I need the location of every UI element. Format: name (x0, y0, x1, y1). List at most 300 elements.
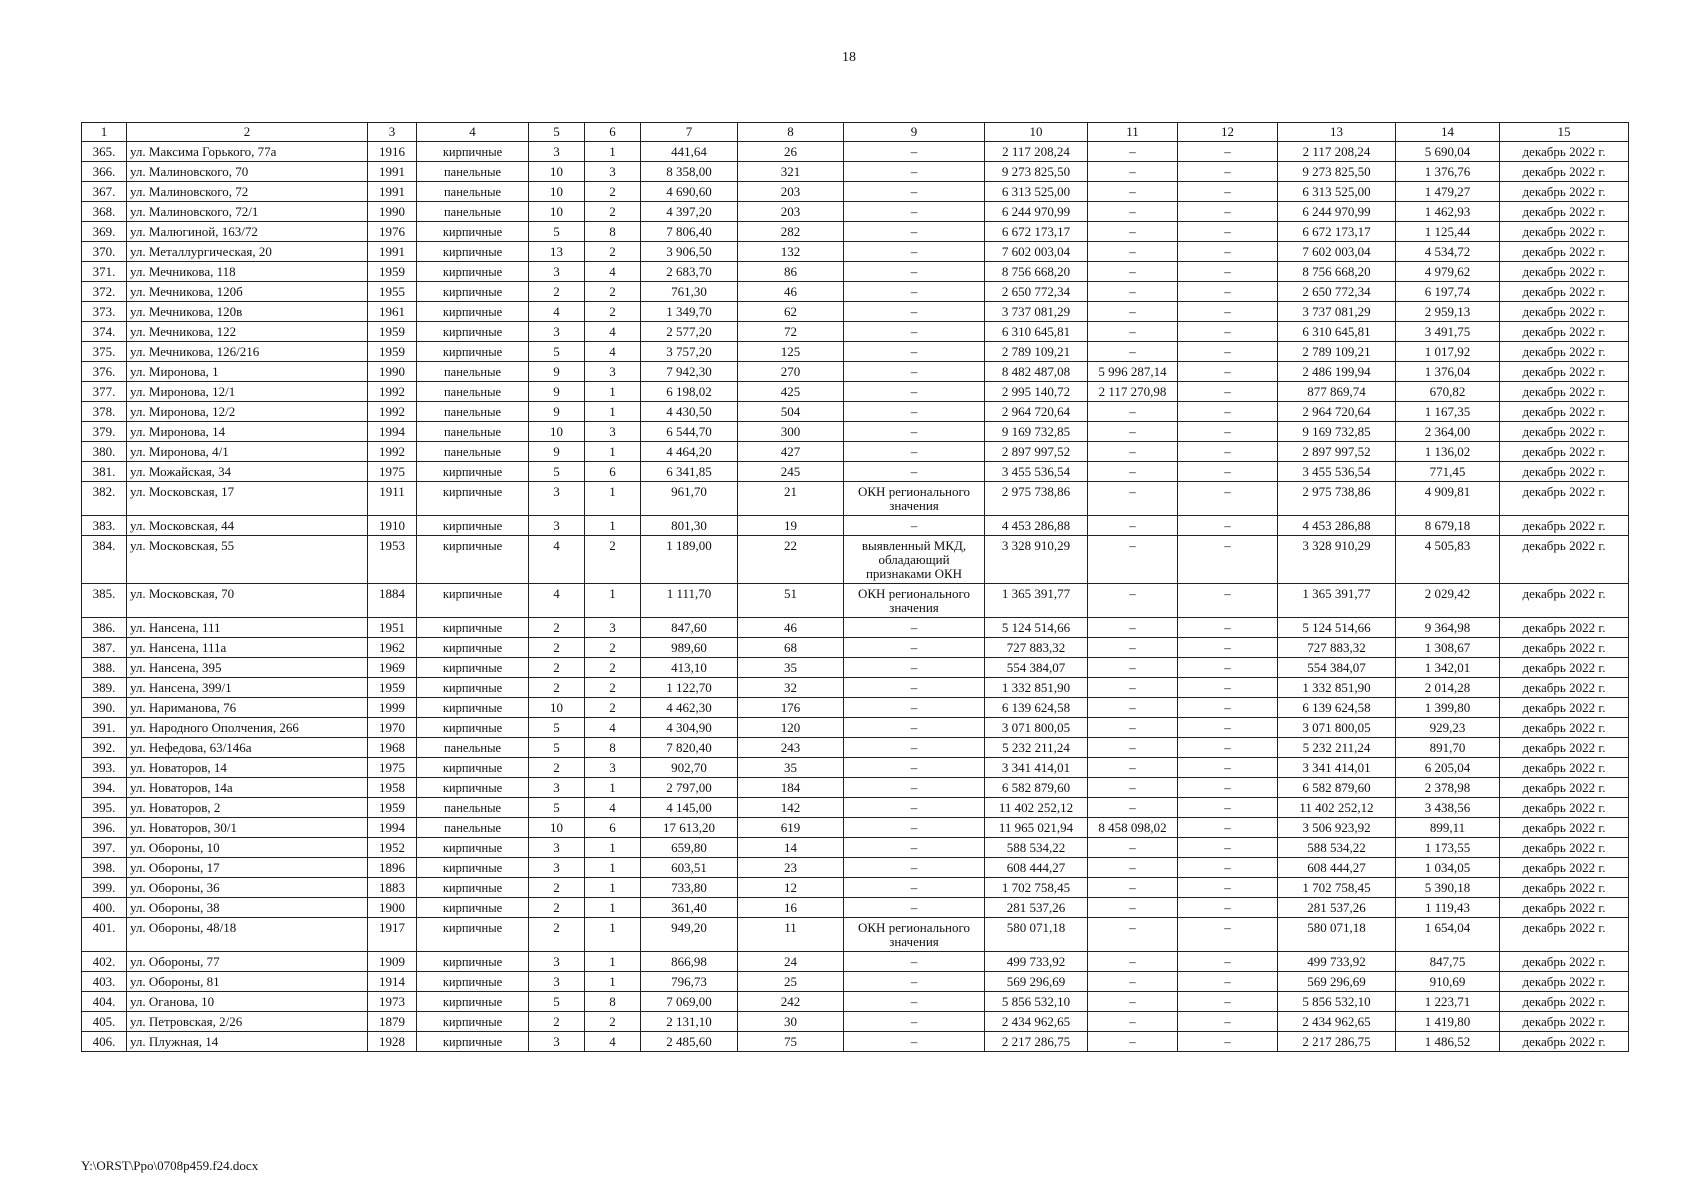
table-cell: – (844, 222, 985, 242)
table-cell: 7 602 003,04 (1278, 242, 1396, 262)
table-cell: 670,82 (1396, 382, 1500, 402)
table-cell: 2 (529, 758, 585, 778)
table-cell: – (844, 302, 985, 322)
table-cell: – (1088, 202, 1178, 222)
table-cell: 11 402 252,12 (985, 798, 1088, 818)
table-cell: ул. Можайская, 34 (127, 462, 368, 482)
table-cell: 381. (82, 462, 127, 482)
table-row (82, 362, 1629, 382)
table-cell: 3 328 910,29 (985, 536, 1088, 584)
table-cell: 4 304,90 (641, 718, 738, 738)
table-cell: 10 (529, 422, 585, 442)
table-cell: 1 034,05 (1396, 858, 1500, 878)
table-cell: 6 (585, 818, 641, 838)
table-cell: ул. Обороны, 48/18 (127, 918, 368, 952)
table-cell: 2 (585, 202, 641, 222)
table-cell: 25 (738, 972, 844, 992)
table-cell: – (1178, 898, 1278, 918)
column-header: 15 (1500, 123, 1629, 142)
table-cell: 1916 (368, 142, 417, 162)
table-cell: – (1088, 182, 1178, 202)
table-cell: 4 453 286,88 (985, 516, 1088, 536)
table-cell: кирпичные (417, 142, 529, 162)
table-cell: 21 (738, 482, 844, 516)
table-cell: 929,23 (1396, 718, 1500, 738)
table-cell: 1917 (368, 918, 417, 952)
table-cell: 1 (585, 778, 641, 798)
table-cell: кирпичные (417, 482, 529, 516)
table-row (82, 798, 1629, 818)
table-cell: 1 (585, 918, 641, 952)
table-cell: 1975 (368, 758, 417, 778)
table-cell: кирпичные (417, 536, 529, 584)
table-cell: декабрь 2022 г. (1500, 1032, 1629, 1052)
table-cell: 6 244 970,99 (1278, 202, 1396, 222)
table-cell: 569 296,69 (985, 972, 1088, 992)
column-header: 11 (1088, 123, 1178, 142)
table-cell: ул. Плужная, 14 (127, 1032, 368, 1052)
table-cell: 1 365 391,77 (1278, 584, 1396, 618)
table-cell: 395. (82, 798, 127, 818)
table-cell: 380. (82, 442, 127, 462)
table-cell: 184 (738, 778, 844, 798)
table-cell: ул. Малюгиной, 163/72 (127, 222, 368, 242)
table-cell: 9 273 825,50 (985, 162, 1088, 182)
table-cell: 801,30 (641, 516, 738, 536)
table-cell: 8 482 487,08 (985, 362, 1088, 382)
table-cell: – (844, 516, 985, 536)
table-cell: 1 376,04 (1396, 362, 1500, 382)
table-cell: декабрь 2022 г. (1500, 282, 1629, 302)
table-cell: 1953 (368, 536, 417, 584)
table-cell: декабрь 2022 г. (1500, 382, 1629, 402)
table-cell: – (1178, 382, 1278, 402)
table-cell: 8 458 098,02 (1088, 818, 1178, 838)
table-cell: 1 (585, 516, 641, 536)
table-cell: 366. (82, 162, 127, 182)
table-cell: ул. Новаторов, 14 (127, 758, 368, 778)
table-cell: 2 117 208,24 (985, 142, 1088, 162)
table-cell: – (844, 422, 985, 442)
table-cell: 2 434 962,65 (985, 1012, 1088, 1032)
table-cell: 2 897 997,52 (985, 442, 1088, 462)
table-cell: панельные (417, 402, 529, 422)
table-cell: 3 (585, 162, 641, 182)
table-cell: 7 806,40 (641, 222, 738, 242)
table-cell: – (844, 952, 985, 972)
table-cell: 46 (738, 618, 844, 638)
table-cell: ул. Новаторов, 2 (127, 798, 368, 818)
table-cell: 5 (529, 798, 585, 818)
table-cell: 1991 (368, 182, 417, 202)
table-cell: ул. Малиновского, 72/1 (127, 202, 368, 222)
table-cell: 3 341 414,01 (985, 758, 1088, 778)
table-cell: ул. Малиновского, 72 (127, 182, 368, 202)
table-cell: 2 975 738,86 (1278, 482, 1396, 516)
table-cell: декабрь 2022 г. (1500, 202, 1629, 222)
table-cell: 7 820,40 (641, 738, 738, 758)
table-cell: 588 534,22 (985, 838, 1088, 858)
table-cell: 1 017,92 (1396, 342, 1500, 362)
table-cell: 1 (585, 898, 641, 918)
table-cell: 402. (82, 952, 127, 972)
table-cell: – (1178, 818, 1278, 838)
table-body (82, 142, 1629, 1052)
table-cell: 1 167,35 (1396, 402, 1500, 422)
table-cell: декабрь 2022 г. (1500, 992, 1629, 1012)
table-row (82, 422, 1629, 442)
table-cell: – (1088, 698, 1178, 718)
table-cell: 4 (585, 342, 641, 362)
table-cell: декабрь 2022 г. (1500, 142, 1629, 162)
table-cell: кирпичные (417, 718, 529, 738)
table-cell: 2 014,28 (1396, 678, 1500, 698)
table-cell: 10 (529, 202, 585, 222)
table-cell: 1959 (368, 798, 417, 818)
table-cell: – (1088, 482, 1178, 516)
table-cell: 1968 (368, 738, 417, 758)
table-cell: 30 (738, 1012, 844, 1032)
table-cell: 388. (82, 658, 127, 678)
table-cell: декабрь 2022 г. (1500, 242, 1629, 262)
table-cell: – (1088, 758, 1178, 778)
table-cell: декабрь 2022 г. (1500, 858, 1629, 878)
table-cell: – (1088, 442, 1178, 462)
table-cell: 203 (738, 202, 844, 222)
table-cell: 554 384,07 (1278, 658, 1396, 678)
table-cell: – (844, 798, 985, 818)
table-cell: 370. (82, 242, 127, 262)
table-cell: 1 122,70 (641, 678, 738, 698)
table-row (82, 638, 1629, 658)
table-cell: 4 (585, 1032, 641, 1052)
table-cell: декабрь 2022 г. (1500, 678, 1629, 698)
table-cell: 4 464,20 (641, 442, 738, 462)
table-cell: – (1178, 878, 1278, 898)
table-cell: 608 444,27 (985, 858, 1088, 878)
table-cell: 378. (82, 402, 127, 422)
table-cell: декабрь 2022 г. (1500, 342, 1629, 362)
table-cell: – (844, 202, 985, 222)
table-cell: 1991 (368, 162, 417, 182)
table-cell: 1 376,76 (1396, 162, 1500, 182)
table-cell: 2 (585, 242, 641, 262)
column-header: 13 (1278, 123, 1396, 142)
table-cell: 270 (738, 362, 844, 382)
table-cell: 125 (738, 342, 844, 362)
table-cell: – (844, 322, 985, 342)
table-cell: – (844, 778, 985, 798)
table-cell: 1 119,43 (1396, 898, 1500, 918)
column-header: 10 (985, 123, 1088, 142)
table-cell: 877 869,74 (1278, 382, 1396, 402)
table-cell: 1992 (368, 442, 417, 462)
table-cell: – (844, 718, 985, 738)
table-cell: – (1178, 778, 1278, 798)
table-cell: 9 (529, 402, 585, 422)
table-cell: – (844, 1032, 985, 1052)
table-cell: – (1178, 992, 1278, 1012)
table-cell: ул. Петровская, 2/26 (127, 1012, 368, 1032)
table-cell: 1 702 758,45 (985, 878, 1088, 898)
table-cell: – (844, 262, 985, 282)
table-cell: 580 071,18 (985, 918, 1088, 952)
table-cell: 5 (529, 342, 585, 362)
table-cell: 2 (529, 898, 585, 918)
table-cell: – (1088, 952, 1178, 972)
table-cell: декабрь 2022 г. (1500, 536, 1629, 584)
table-cell: ул. Мечникова, 120б (127, 282, 368, 302)
table-cell: кирпичные (417, 584, 529, 618)
table-cell: – (1178, 758, 1278, 778)
table-cell: 3 (585, 618, 641, 638)
table-cell: 2 117 208,24 (1278, 142, 1396, 162)
table-cell: 6 313 525,00 (985, 182, 1088, 202)
table-cell: 1909 (368, 952, 417, 972)
table-cell: – (1178, 798, 1278, 818)
table-row (82, 878, 1629, 898)
table-cell: 2 975 738,86 (985, 482, 1088, 516)
table-cell: 847,60 (641, 618, 738, 638)
table-cell: 3 (529, 516, 585, 536)
table-cell: декабрь 2022 г. (1500, 322, 1629, 342)
table-cell: – (1178, 182, 1278, 202)
table-cell: 376. (82, 362, 127, 382)
table-cell: – (844, 738, 985, 758)
table-cell: 727 883,32 (985, 638, 1088, 658)
table-cell: 5 124 514,66 (985, 618, 1088, 638)
table-cell: 6 310 645,81 (1278, 322, 1396, 342)
table-cell: – (1088, 658, 1178, 678)
table-cell: 8 756 668,20 (985, 262, 1088, 282)
table-cell: 1 (585, 878, 641, 898)
table-cell: 2 (529, 638, 585, 658)
table-cell: кирпичные (417, 698, 529, 718)
table-cell: декабрь 2022 г. (1500, 162, 1629, 182)
table-cell: 6 672 173,17 (1278, 222, 1396, 242)
table-cell: кирпичные (417, 952, 529, 972)
table-cell: панельные (417, 202, 529, 222)
table-cell: ул. Мечникова, 120в (127, 302, 368, 322)
table-cell: – (1088, 858, 1178, 878)
table-cell: кирпичные (417, 342, 529, 362)
table-cell: 35 (738, 758, 844, 778)
table-cell: 371. (82, 262, 127, 282)
table-cell: 3 906,50 (641, 242, 738, 262)
table-cell: ул. Максима Горького, 77а (127, 142, 368, 162)
table-cell: 389. (82, 678, 127, 698)
table-cell: 6 197,74 (1396, 282, 1500, 302)
table-row (82, 516, 1629, 536)
table-cell: 13 (529, 242, 585, 262)
table-cell: 35 (738, 658, 844, 678)
table-cell: 2 650 772,34 (1278, 282, 1396, 302)
table-cell: 9 169 732,85 (985, 422, 1088, 442)
table-row (82, 482, 1629, 516)
table-cell: – (1178, 322, 1278, 342)
table-cell: 365. (82, 142, 127, 162)
table-cell: 2 (529, 918, 585, 952)
table-cell: – (1088, 242, 1178, 262)
table-cell: 441,64 (641, 142, 738, 162)
table-row (82, 302, 1629, 322)
table-cell: 1 349,70 (641, 302, 738, 322)
table-cell: декабрь 2022 г. (1500, 718, 1629, 738)
table-cell: кирпичные (417, 282, 529, 302)
table-cell: 2 (585, 182, 641, 202)
table-cell: – (1088, 1032, 1178, 1052)
table-cell: – (1178, 698, 1278, 718)
table-cell: 2 (585, 698, 641, 718)
table-cell: 1 399,80 (1396, 698, 1500, 718)
table-cell: декабрь 2022 г. (1500, 738, 1629, 758)
table-cell: – (844, 1012, 985, 1032)
table-cell: 2 (585, 638, 641, 658)
table-cell: 1959 (368, 322, 417, 342)
table-cell: 2 (529, 618, 585, 638)
table-cell: 46 (738, 282, 844, 302)
table-cell: 427 (738, 442, 844, 462)
table-cell: декабрь 2022 г. (1500, 918, 1629, 952)
table-cell: 11 (738, 918, 844, 952)
table-cell: 2 789 109,21 (985, 342, 1088, 362)
table-cell: 1 (585, 972, 641, 992)
table-cell: 1 419,80 (1396, 1012, 1500, 1032)
table-cell: 8 (585, 738, 641, 758)
table-cell: 5 856 532,10 (1278, 992, 1396, 1012)
table-cell: – (1178, 242, 1278, 262)
table-cell: декабрь 2022 г. (1500, 758, 1629, 778)
table-cell: – (1178, 262, 1278, 282)
table-cell: 10 (529, 162, 585, 182)
table-cell: 2 (585, 536, 641, 584)
table-cell: 1 (585, 952, 641, 972)
table-cell: 385. (82, 584, 127, 618)
table-cell: 3 341 414,01 (1278, 758, 1396, 778)
table-cell: декабрь 2022 г. (1500, 658, 1629, 678)
table-cell: 3 737 081,29 (985, 302, 1088, 322)
table-row (82, 402, 1629, 422)
table-cell: 2 364,00 (1396, 422, 1500, 442)
table-cell: 5 (529, 462, 585, 482)
table-cell: ул. Обороны, 81 (127, 972, 368, 992)
table-cell: – (844, 858, 985, 878)
table-cell: – (1178, 342, 1278, 362)
table-cell: – (844, 992, 985, 1012)
table-cell: 406. (82, 1032, 127, 1052)
table-cell: 382. (82, 482, 127, 516)
table-cell: 2 (585, 282, 641, 302)
table-cell: ул. Новаторов, 14а (127, 778, 368, 798)
table-row (82, 1032, 1629, 1052)
table-row (82, 658, 1629, 678)
table-row (82, 202, 1629, 222)
table-cell: декабрь 2022 г. (1500, 362, 1629, 382)
table-cell: 16 (738, 898, 844, 918)
table-cell: кирпичные (417, 638, 529, 658)
table-cell: 761,30 (641, 282, 738, 302)
table-cell: 1959 (368, 262, 417, 282)
table-cell: 6 313 525,00 (1278, 182, 1396, 202)
table-cell: 4 979,62 (1396, 262, 1500, 282)
table-cell: – (1178, 362, 1278, 382)
column-header: 8 (738, 123, 844, 142)
table-cell: 1 702 758,45 (1278, 878, 1396, 898)
table-cell: декабрь 2022 г. (1500, 516, 1629, 536)
table-cell: – (844, 282, 985, 302)
table-cell: 6 310 645,81 (985, 322, 1088, 342)
table-cell: ул. Миронова, 12/1 (127, 382, 368, 402)
table-row (82, 898, 1629, 918)
table-cell: – (1178, 838, 1278, 858)
column-header: 2 (127, 123, 368, 142)
table-cell: 9 364,98 (1396, 618, 1500, 638)
column-header: 6 (585, 123, 641, 142)
column-header: 1 (82, 123, 127, 142)
table-cell: 2 (529, 878, 585, 898)
table-row (82, 382, 1629, 402)
table-cell: – (1178, 678, 1278, 698)
table-cell: кирпичные (417, 1012, 529, 1032)
table-cell: – (1178, 618, 1278, 638)
table-cell: – (1178, 162, 1278, 182)
table-cell: 1990 (368, 202, 417, 222)
table-cell: 2 964 720,64 (985, 402, 1088, 422)
table-cell: 2 (585, 658, 641, 678)
table-cell: 425 (738, 382, 844, 402)
table-cell: 26 (738, 142, 844, 162)
table-cell: 499 733,92 (985, 952, 1088, 972)
table-cell: 3 455 536,54 (1278, 462, 1396, 482)
table-cell: – (1088, 536, 1178, 584)
table-cell: панельные (417, 738, 529, 758)
table-cell: 392. (82, 738, 127, 758)
table-cell: 10 (529, 818, 585, 838)
table-cell: декабрь 2022 г. (1500, 878, 1629, 898)
table-cell: – (844, 462, 985, 482)
table-cell: декабрь 2022 г. (1500, 402, 1629, 422)
table-cell: – (1088, 516, 1178, 536)
table-cell: 379. (82, 422, 127, 442)
table-cell: 4 145,00 (641, 798, 738, 818)
table-cell: 4 909,81 (1396, 482, 1500, 516)
table-cell: 6 582 879,60 (985, 778, 1088, 798)
table-cell: декабрь 2022 г. (1500, 838, 1629, 858)
table-cell: – (1178, 442, 1278, 462)
table-cell: 8 (585, 222, 641, 242)
table-cell: 394. (82, 778, 127, 798)
table-cell: – (1178, 858, 1278, 878)
table-cell: 1962 (368, 638, 417, 658)
table-cell: 1914 (368, 972, 417, 992)
table-cell: декабрь 2022 г. (1500, 952, 1629, 972)
table-cell: – (844, 838, 985, 858)
table-cell: 2 (585, 678, 641, 698)
table-cell: ул. Обороны, 10 (127, 838, 368, 858)
table-cell: 1976 (368, 222, 417, 242)
table-row (82, 718, 1629, 738)
table-cell: – (1178, 282, 1278, 302)
table-cell: ул. Московская, 55 (127, 536, 368, 584)
table-cell: 6 139 624,58 (1278, 698, 1396, 718)
table-cell: 2 683,70 (641, 262, 738, 282)
table-cell: – (1088, 1012, 1178, 1032)
table-cell: декабрь 2022 г. (1500, 798, 1629, 818)
table-cell: 398. (82, 858, 127, 878)
table-cell: – (1088, 584, 1178, 618)
table-cell: 1 365 391,77 (985, 584, 1088, 618)
table-cell: 245 (738, 462, 844, 482)
